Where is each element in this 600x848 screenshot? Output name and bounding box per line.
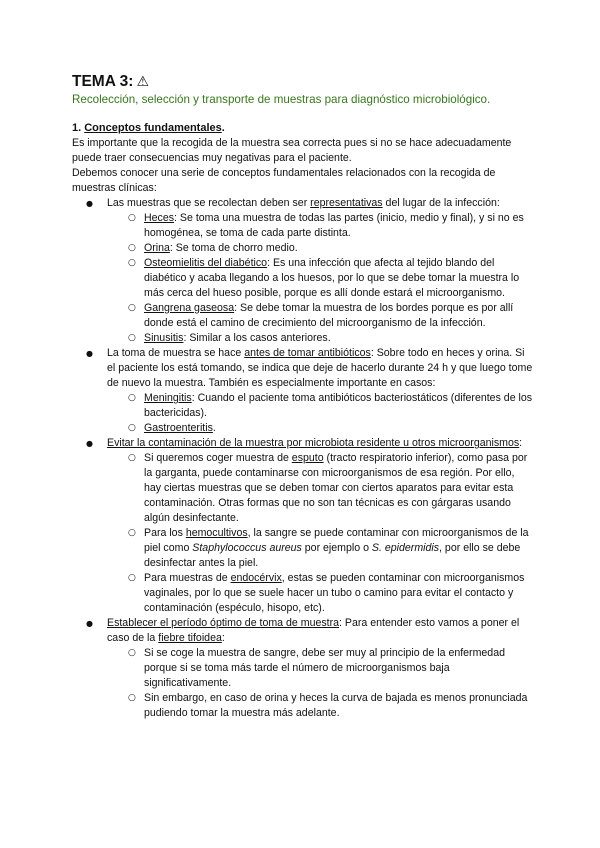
- sub-item-term: endocérvix: [230, 572, 282, 584]
- intro-paragraph-1: Es importante que la recogida de la muestra sea correcta pues si no se hace adecuadamente puede traer consecuencias muy negativas para el paciente.: [72, 137, 512, 164]
- intro-paragraph-2: Debemos conocer una serie de conceptos fundamentales relacionados con la recogida de muestras clínicas:: [72, 167, 496, 194]
- section-number: 1.: [72, 122, 85, 134]
- sub-item-term: hemocultivos: [185, 527, 248, 539]
- title-text: TEMA 3:: [72, 73, 134, 90]
- sub-list-item: [72, 526, 534, 571]
- section-title: Conceptos fundamentales: [84, 122, 222, 134]
- sub-item-text: : Es una infección que afecta al tejido blando del diabético y acaba llegando a los huesos, por lo que se debe tomar la muestra lo más cerca del hueso posible, porque es allí donde estará el microorganismo.: [144, 257, 520, 299]
- sub-item-text: , la sangre se puede contaminar con microorganismos de la piel como: [144, 527, 529, 554]
- item-underlined: fiebre tifoidea: [158, 632, 222, 644]
- sub-item-term: Osteomielitis del diabético: [144, 257, 268, 269]
- sub-list: [107, 391, 534, 436]
- sub-item-term: Orina: [144, 242, 170, 254]
- list-item: [72, 616, 534, 721]
- item-text: : Sobre todo en heces y orina. Si el paciente los está tomando, se indica que deje de hacerlo durante 24 h y que luego tome de nuevo la muestra. También es especialmente importante en casos:: [107, 347, 533, 389]
- sub-item-text: Para los: [144, 527, 186, 539]
- item-underlined: representativas: [310, 197, 383, 209]
- item-text: : Para entender esto vamos a poner el caso de la: [107, 617, 520, 644]
- section-heading: [72, 121, 534, 136]
- sub-list-item: [72, 646, 534, 691]
- item-text: La toma de muestra se hace: [107, 347, 245, 359]
- sub-list-item: [72, 691, 534, 721]
- sub-list-item: [72, 211, 534, 241]
- sub-item-text: , estas se pueden contaminar con microorganismos vaginales, por lo que se suele hacer un tubo o camino para evitar el contacto y contaminación (espéculo, hisopo, etc).: [144, 572, 525, 614]
- sub-item-text: , por ello se debe desinfectar antes la piel.: [144, 542, 521, 569]
- sub-item-term: Sinusitis: [144, 332, 184, 344]
- sub-list-item: [72, 301, 534, 331]
- item-underlined: Evitar la contaminación de la muestra por microbiota residente u otros microorganismos: [107, 437, 520, 449]
- sub-list-item: [72, 571, 534, 616]
- list-item: [72, 346, 534, 436]
- sub-item-text: : Cuando el paciente toma antibióticos bacteriostáticos (diferentes de los bactericidas).: [144, 392, 533, 419]
- sub-item-term: Meningitis: [144, 392, 192, 404]
- sub-item-text: : Se debe tomar la muestra de los bordes porque es por allí donde está el camino de crecimiento del microorganismo de la infección.: [144, 302, 514, 329]
- sub-list-item: [72, 256, 534, 301]
- item-text: del lugar de la infección:: [382, 197, 500, 209]
- page-subtitle: Recolección, selección y transporte de muestras para diagnóstico microbiológico.: [72, 93, 491, 106]
- sub-list: [107, 646, 534, 721]
- sub-list-item: [72, 241, 534, 256]
- sub-list-item: [72, 451, 534, 526]
- list-item: [72, 436, 534, 616]
- document-body: [72, 121, 534, 721]
- item-text: :: [519, 437, 523, 449]
- item-underlined: Establecer el período óptimo de toma de muestra: [107, 617, 340, 629]
- sub-list: [107, 451, 534, 616]
- item-text: :: [221, 632, 225, 644]
- sub-item-term: Gastroenteritis: [144, 422, 213, 434]
- concepts-list: [72, 196, 534, 721]
- sub-list-item: [72, 421, 534, 436]
- sub-item-text: Sin embargo, en caso de orina y heces la curva de bajada es menos pronunciada pudiendo tomar la muestra más adelante.: [144, 692, 528, 719]
- sub-item-text: : Similar a los casos anteriores.: [183, 332, 331, 344]
- sub-item-text: : Se toma de chorro medio.: [169, 242, 298, 254]
- list-item: [72, 196, 534, 346]
- sub-item-term: esputo: [291, 452, 324, 464]
- species-name: S. epidermidis: [371, 542, 440, 554]
- sub-list-item: [72, 331, 534, 346]
- sub-item-term: Heces: [144, 212, 175, 224]
- sub-item-text: : Se toma una muestra de todas las partes (inicio, medio y final), y si no es homogénea, se toma de cada parte distinta.: [144, 212, 524, 239]
- section-title-end: .: [221, 122, 225, 134]
- item-underlined: antes de tomar antibióticos: [244, 347, 371, 359]
- species-name: Staphylococcus aureus: [192, 542, 302, 554]
- item-text: Las muestras que se recolectan deben ser: [107, 197, 311, 209]
- sub-item-term: Gangrena gaseosa: [144, 302, 235, 314]
- sub-list-item: [72, 391, 534, 421]
- sub-item-text: Para muestras de: [144, 572, 231, 584]
- sub-item-text: .: [212, 422, 216, 434]
- warning-icon: ⚠: [136, 74, 149, 90]
- sub-item-text: (tracto respiratorio inferior), como pasa por la garganta, puede contaminarse con microorganismos de esa región. Por ello, hay ciertas muestras que se deben tomar con ciertos aparatos para evitar esta contaminación. Otras formas que no son tan técnicas es con gárgaras usando algún desinfectante.: [144, 452, 528, 524]
- sub-item-text: por ejemplo o: [301, 542, 372, 554]
- sub-item-text: Si queremos coger muestra de: [144, 452, 292, 464]
- sub-item-text: Si se coge la muestra de sangre, debe ser muy al principio de la enfermedad porque si se toma más tarde el número de microorganismos baja significativamente.: [144, 647, 505, 689]
- sub-list: [107, 211, 534, 346]
- page-title: [72, 73, 149, 91]
